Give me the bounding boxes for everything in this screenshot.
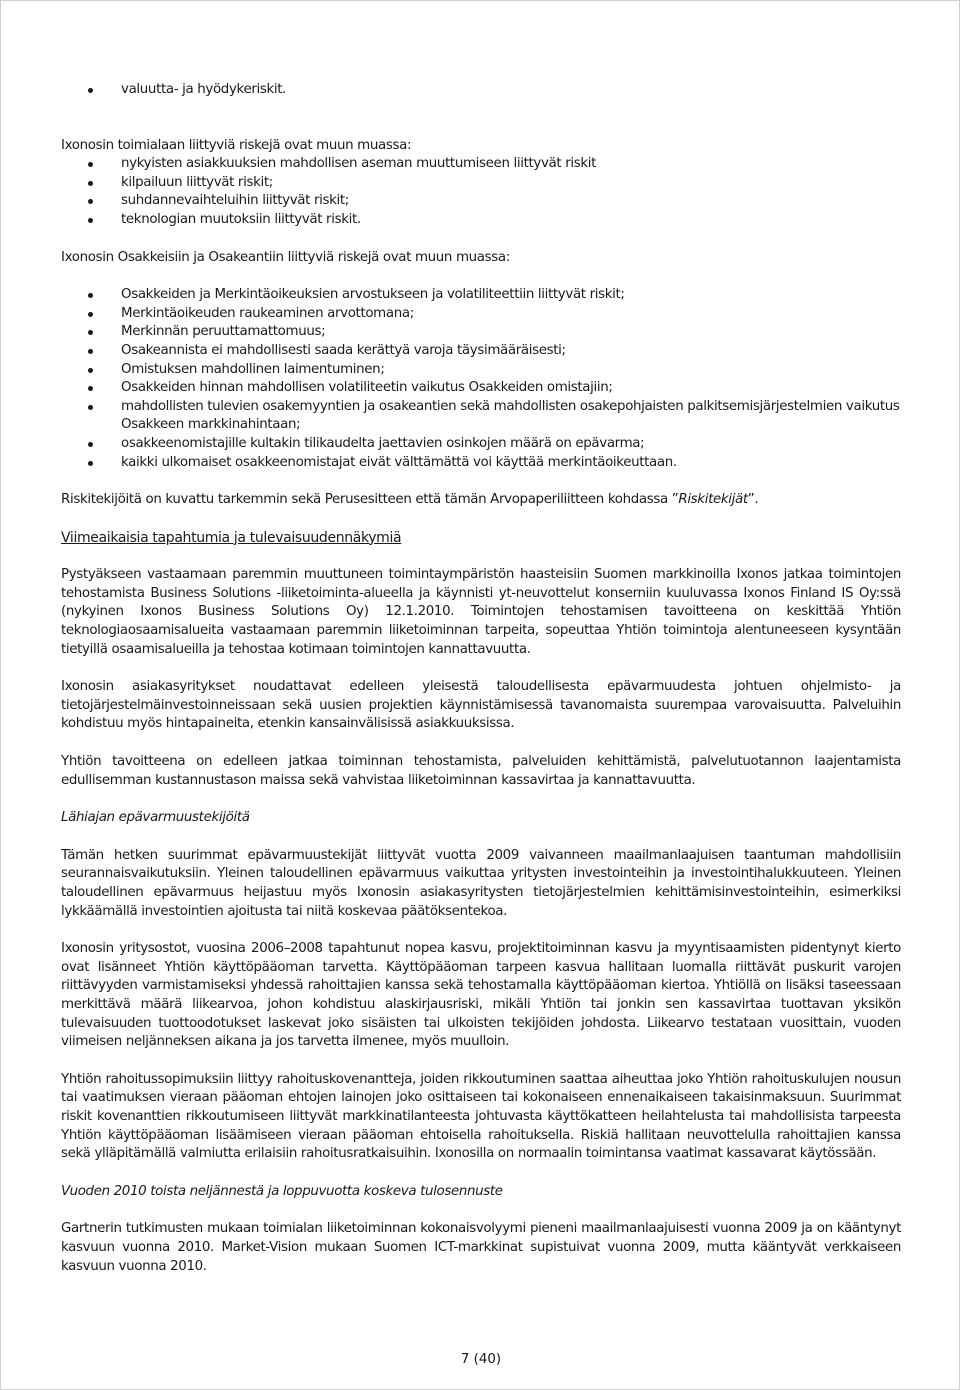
- bullet-list-commodity-risks: [61, 81, 901, 100]
- list-item: osakkeenomistajille kultakin tilikaudelta jaettavien osinkojen määrä on epävarma;: [61, 435, 901, 454]
- paragraph-covenants: Yhtiön rahoitussopimuksiin liittyy rahoituskovenantteja, joiden rikkoutuminen saattaa aiheuttaa joko Yhtiön rahoituskulujen nousun tai vaatimuksen vieraan pääoman ehtojen lainojen joko osittaiseen tai kokonaiseen ennenaikaiseen takaisinmaksuun. Suurimmat riskit kovenanttien rikkoutumiseen liittyvät markkinatilanteesta johtuvasta käyttökatteen heilahtelusta tai mahdollisista tarpeesta Yhtiön käyttöpääoman lisäämiseen vieraan pääoman ehtoisella rahoituksella. Riskiä hallitaan neuvottelulla rahoittajien kanssa sekä ylläpitämällä valmiutta erilaisiin rahoitusratkaisuihin. Ixonosilla on normaalin toimintansa vaatimat kassavarat käytössään.: [61, 1071, 901, 1162]
- list-item: Osakeannista ei mahdollisesti saada kerättyä varoja täysimääräisesti;: [61, 342, 901, 361]
- section-heading-uncertainties: Lähiajan epävarmuustekijöitä: [61, 810, 250, 826]
- section-heading-recent-events: Viimeaikaisia tapahtumia ja tulevaisuudennäkymiä: [61, 529, 402, 546]
- list-item: teknologian muutoksiin liittyvät riskit.: [61, 211, 901, 230]
- paragraph-industry-risks-intro: Ixonosin toimialaan liittyviä riskejä ovat muun muassa:: [61, 137, 412, 153]
- paragraph-share-risks-intro: Ixonosin Osakkeisiin ja Osakeantiin liittyviä riskejä ovat muun muassa:: [61, 249, 510, 265]
- paragraph-customers: Ixonosin asiakasyritykset noudattavat edelleen yleisestä taloudellisesta epävarmuudesta johtuen ohjelmisto- ja tietojärjestelmäinvestoinneissaan sekä uusien projektien käynnistämisessä tavanomaista suurempaa varovaisuutta. Palveluihin kohdistuu myös hintapaineita, etenkin kansainvälisissä asiakkuuksissa.: [61, 679, 901, 732]
- risk-reference-suffix: ”.: [747, 492, 759, 508]
- list-item: kaikki ulkomaiset osakkeenomistajat eivät välttämättä voi käyttää merkintäoikeuttaan.: [61, 454, 901, 473]
- list-item: mahdollisten tulevien osakemyyntien ja osakeantien sekä mahdollisten osakepohjaisten palkitsemisjärjestelmien vaikutus Osakkeen markkinahintaan;: [61, 398, 901, 435]
- paragraph-market-outlook: Gartnerin tutkimusten mukaan toimialan liiketoiminnan kokonaisvolyymi pieneni maailmanlaajuisesti vuonna 2009 ja on kääntynyt kasvuun vuonna 2010. Market-Vision mukaan Suomen ICT-markkinat supistuivat vuonna 2009, mutta kääntyvät verkkaiseen kasvuun vuonna 2010.: [61, 1221, 901, 1274]
- list-item: Osakkeiden ja Merkintäoikeuksien arvostukseen ja volatiliteettiin liittyvät riskit;: [61, 286, 901, 305]
- bullet-list-industry-risks: [61, 155, 901, 229]
- risk-reference-prefix: Riskitekijöitä on kuvattu tarkemmin sekä Perusesitteen että tämän Arvopaperiliitteen kohdassa ”: [61, 492, 679, 508]
- list-item: valuutta- ja hyödykeriskit.: [61, 81, 901, 100]
- bullet-list-share-risks: [61, 286, 901, 472]
- list-item: Merkintäoikeuden raukeaminen arvottomana;: [61, 305, 901, 324]
- list-item: Merkinnän peruuttamattomuus;: [61, 323, 901, 342]
- page-content: [61, 81, 901, 1276]
- page-number: 7 (40): [460, 1352, 502, 1367]
- paragraph-recession: Tämän hetken suurimmat epävarmuustekijät liittyvät vuotta 2009 vaivanneen maailmanlaajuisen taantuman mahdollisiin seurannaisvaikutuksiin. Yleinen taloudellinen epävarmuus vaikuttaa yritysten investointeihin ja investointihalukkuuteen. Yleinen taloudellinen epävarmuus heijastuu myös Ixonosin asiakasyritysten tietojärjestelmien kehittämisinvestointeihin, esimerkiksi lykkäämällä investointien ajoitusta tai niitä koskevaa päätöksentekoa.: [61, 847, 901, 919]
- list-item: Osakkeiden hinnan mahdollisen volatiliteetin vaikutus Osakkeiden omistajiin;: [61, 379, 901, 398]
- section-heading-forecast: Vuoden 2010 toista neljännestä ja loppuvuotta koskeva tulosennuste: [61, 1183, 503, 1199]
- paragraph-efficiency: Pystyäkseen vastaamaan paremmin muuttuneen toimintaympäristön haasteisiin Suomen markkinoilla Ixonos jatkaa toimintojen tehostamista Business Solutions -liiketoiminta-alueella ja käynnisti yt-neuvottelut konserniin kuuluvassa Ixonos Finland IS Oy:ssä (nykyinen Ixonos Business Solutions Oy) 12.1.2010. Toimintojen tehostamisen tavoitteena on keskittää Yhtiön teknologiaosaamisalueita vastaamaan paremmin liiketoiminnan tarpeita, sopeuttaa Yhtiön toimintoja alentuneeseen kysyntään tietyillä osaamisalueilla ja tehostaa kotimaan toimintojen kannattavuutta.: [61, 567, 901, 657]
- paragraph-working-capital: Ixonosin yritysostot, vuosina 2006–2008 tapahtunut nopea kasvu, projektitoiminnan kasvu ja myyntisaamisten pidentynyt kierto ovat lisänneet Yhtiön käyttöpääoman tarvetta. Käyttöpääoman tarpeen kasvua hallitaan luomalla riittävät puskurit varojen riittävyyden varmistamiseksi yhdessä rahoittajien kanssa sekä tehostamalla käyttöpääoman kiertoa. Yhtiöllä on lisäksi taseessaan merkittävä määrä liikearvoa, johon kohdistuu alaskirjausriski, mikäli Yhtiön tai jonkin sen kassavirtaa tuottavan yksikön tulevaisuuden tuottoodotukset laskevat joko sisäisten tai ulkoisten tekijöiden johdosta. Liikearvo testataan vuosittain, vuoden viimeisen neljänneksen aikana ja jos tarvetta ilmenee, myös muulloin.: [61, 941, 901, 1050]
- paragraph-risk-reference: [61, 491, 901, 510]
- paragraph-goals: Yhtiön tavoitteena on edelleen jatkaa toiminnan tehostamista, palveluiden kehittämistä, palvelutuotannon laajentamista edullisemman kustannustason maissa sekä vahvistaa liiketoiminnan kassavirtaa ja kannattavuutta.: [61, 754, 901, 788]
- risk-reference-title: Riskitekijät: [678, 492, 748, 508]
- list-item: suhdannevaihteluihin liittyvät riskit;: [61, 192, 901, 211]
- list-item: nykyisten asiakkuuksien mahdollisen aseman muuttumiseen liittyvät riskit: [61, 155, 901, 174]
- list-item: Omistuksen mahdollinen laimentuminen;: [61, 361, 901, 380]
- list-item: kilpailuun liittyvät riskit;: [61, 174, 901, 193]
